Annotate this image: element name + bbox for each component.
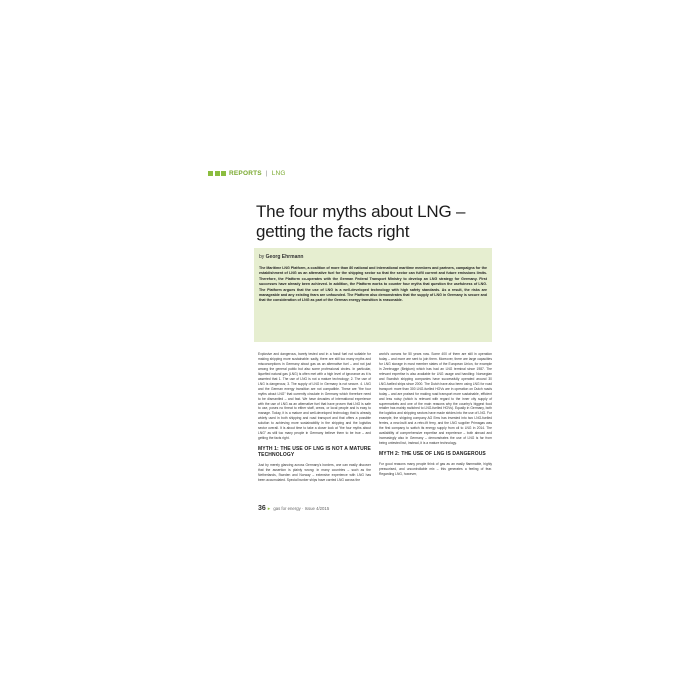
body-paragraph: Explosive and dangerous, barely tested and in a fossil fuel not suitable for making shipping more sustainable: sadly, there are still too many myths and misconceptions in Germany about gas as an alternative fuel – and not just among the general public but also some professional circles. In particular, liquefied natural gas (LNG) is often met with a high level of ignorance as it is asserted that 1. The use of LNG is not a mature technology; 2. The use of LNG is dangerous; 3. The supply of LNG in Germany is not secure. 4. LNG and the German energy transition are not compatible. These are "the four myths about LNG" that currently circulate in Germany which therefore need to be dismantled – and fast. We have decades of international experience with the use of LNG as an alternative fuel that have proven that LNG is safe to use, poses no threat to either staff, crews, or local people and is easy to manage. Today, it is a mature and well-developed technology that is already widely used in both shipping and road transport and that offers a possible solution to achieving more sustainability in the shipping and the logistics sector overall. It is about time to take a closer look at "the four myths about LNG" as still too many people in Germany believe them to be true – and getting the facts right. [258, 352, 371, 441]
section-header [208, 170, 286, 177]
author-name: Georg Ehrmann [265, 254, 304, 260]
lead-box [254, 248, 492, 342]
byline [259, 254, 487, 260]
page-number: 36 [258, 505, 266, 512]
subheading-myth-1: MYTH 1: THE USE OF LNG IS NOT A MATURE TECHNOLOGY [258, 446, 371, 459]
body-paragraph: Just by merely glancing across Germany's borders, one can easily discover that the assertion is plainly wrong: in many countries – such as the Netherlands, Sweden and Norway – extensive experience with LNG has been accumulated. Special bunker ships have carried LNG across the [258, 463, 371, 483]
section-label: REPORTS [229, 170, 262, 177]
subheading-myth-2: MYTH 2: THE USE OF LNG IS DANGEROUS [379, 451, 486, 458]
body-paragraph: For good reasons many people think of gas as an easily flammable, highly pressurised, and uncontrollable mix – this generates a feeling of fear. Regarding LNG, however, [379, 462, 492, 477]
page-marker-icon: ▸ [267, 506, 271, 512]
lead-paragraph: The Maritime LNG Platform, a coalition of more than 80 national and international maritime members and partners, campaigns for the establishment of LNG as an alternative fuel for the shipping sector so that the sector can fulfil current and future emissions limits. Therefore, the Platform co-operates with the German Federal Transport Ministry to develop an LNG strategy for Germany. First successes have already been achieved. In addition, the Platform works to counter four myths that question the usefulness of LNG. The Platform argues that the use of LNG is a well-developed technology with high safety standards. As a result, the risks are manageable and any existing fears are unfounded. The Platform also demonstrates that the supply of LNG in Germany is secure and that the consideration of LNG as part of the German energy transition is reasonable. [259, 266, 487, 303]
body-column-right [379, 352, 492, 483]
article-title: The four myths about LNG – getting the facts right [256, 202, 466, 241]
section-topic: LNG [271, 170, 286, 177]
section-separator: | [265, 170, 268, 177]
byline-prefix: by [259, 254, 265, 260]
body-paragraph: world's oceans for 50 years now. Some 400 of them are still in operation today – and more are sent to join them. Moreover, there are large capacities for LNG storage in most member states of the European Union, for example in Zeebrugge (Belgium) which has had an LNG terminal since 1987. The relevant expertise is also available for LNG usage and handling: Norwegian and Swedish shipping companies have successfully operated around 30 LNG-fuelled ships since 2000. The Dutch have also been using LNG for road transport: more than 300 LNG-fuelled HGVs are in operation on Dutch roads today – and are praised for making road transport more sustainable, efficient and less noisy (which is relevant with regard to the inner city supply of supermarkets and one of the main reasons why the country's biggest food retailer has mainly switched to LNG-fuelled HGVs). Equally in Germany, both the logistics and shipping sectors have made strides into the use of LNG. For example, the shipping company AG Ems has invested into two LNG-fuelled ferries, a new-built and a retro-fit ferry, and the LNG supplier Primagas was the first company to switch its energy supply from oil to LNG in 2014. The availability of comprehensive expertise and experience – both abroad and increasingly also in Germany – demonstrates the use of LNG is far from being untested but, instead, it is a mature technology. [379, 352, 492, 446]
publication-name: gas for energy · Issue 4/2015 [273, 506, 330, 511]
page-footer [258, 505, 329, 512]
article-body [258, 352, 492, 483]
body-column-left [258, 352, 371, 483]
section-marker-icon [208, 171, 226, 176]
